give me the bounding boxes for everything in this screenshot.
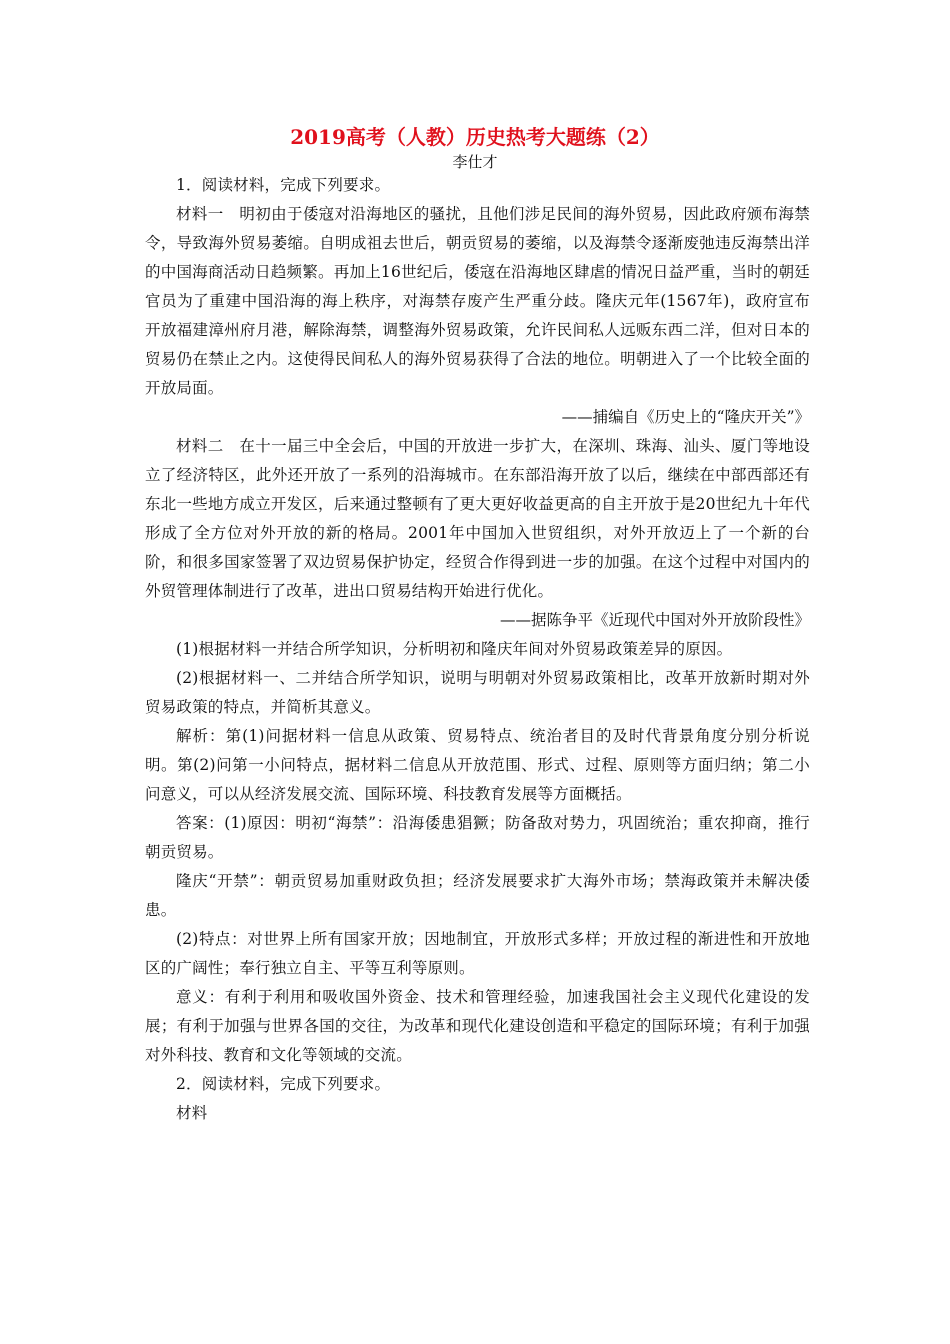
question-2-material-label: 材料	[176, 1104, 208, 1122]
sub-question-1: (1)根据材料一并结合所学知识，分析明初和隆庆年间对外贸易政策差异的原因。	[176, 640, 733, 658]
document-body	[145, 171, 810, 1128]
document-title: 2019高考（人教）历史热考大题练（2）	[290, 125, 660, 149]
answer-longqing: 隆庆“开禁”：朝贡贸易加重财政负担；经济发展要求扩大海外市场；禁海政策并未解决倭患。	[145, 872, 810, 919]
document-author: 李仕才	[452, 153, 498, 171]
material-1-text: 材料一 明初由于倭寇对沿海地区的骚扰，且他们涉足民间的海外贸易，因此政府颁布海禁令，导致海外贸易萎缩。自明成祖去世后，朝贡贸易的萎缩，以及海禁令逐渐废弛违反海禁出洋的中国海商活动日趋频繁。再加上16世纪后，倭寇在沿海地区肆虐的情况日益严重，当时的朝廷官员为了重建中国沿海的海上秩序，对海禁存废产生严重分歧。隆庆元年(1567年)，政府宣布开放福建漳州府月港，解除海禁，调整海外贸易政策，允许民间私人远贩东西二洋，但对日本的贸易仍在禁止之内。这使得民间私人的海外贸易获得了合法的地位。明朝进入了一个比较全面的开放局面。	[145, 205, 810, 397]
answer-text: 答案：(1)原因：明初“海禁”：沿海倭患猖獗；防备敌对势力，巩固统治；重农抑商，推行朝贡贸易。	[145, 814, 810, 861]
material-2-text: 材料二 在十一届三中全会后，中国的开放进一步扩大，在深圳、珠海、汕头、厦门等地设立了经济特区，此外还开放了一系列的沿海城市。在东部沿海开放了以后，继续在中部西部还有东北一些地方成立开发区，后来通过整顿有了更大更好收益更高的自主开放于是20世纪九十年代形成了全方位对外开放的新的格局。2001年中国加入世贸组织，对外开放迈上了一个新的台阶，和很多国家签署了双边贸易保护协定，经贸合作得到进一步的加强。在这个过程中对国内的外贸管理体制进行了改革，进出口贸易结构开始进行优化。	[145, 437, 810, 600]
analysis-text: 解析：第(1)问据材料一信息从政策、贸易特点、统治者目的及时代背景角度分别分析说明。第(2)问第一小问特点，据材料二信息从开放范围、形式、过程、原则等方面归纳；第二小问意义，可以从经济发展交流、国际环境、科技教育发展等方面概括。	[145, 727, 810, 803]
question-1-prompt: 1．阅读材料，完成下列要求。	[176, 176, 391, 194]
sub-question-2: (2)根据材料一、二并结合所学知识，说明与明朝对外贸易政策相比，改革开放新时期对外贸易政策的特点，并简析其意义。	[145, 669, 810, 716]
question-2-prompt: 2．阅读材料，完成下列要求。	[176, 1075, 391, 1093]
answer-features: (2)特点：对世界上所有国家开放；因地制宜，开放形式多样；开放过程的渐进性和开放地区的广阔性；奉行独立自主、平等互利等原则。	[145, 930, 810, 977]
answer-significance: 意义：有利于利用和吸收国外资金、技术和管理经验，加速我国社会主义现代化建设的发展；有利于加强与世界各国的交往，为改革和现代化建设创造和平稳定的国际环境；有利于加强对外科技、教育和文化等领域的交流。	[145, 988, 810, 1064]
material-1-source: ——捕编自《历史上的“隆庆开关”》	[561, 408, 810, 426]
material-2-source: ——据陈争平《近现代中国对外开放阶段性》	[499, 611, 810, 629]
